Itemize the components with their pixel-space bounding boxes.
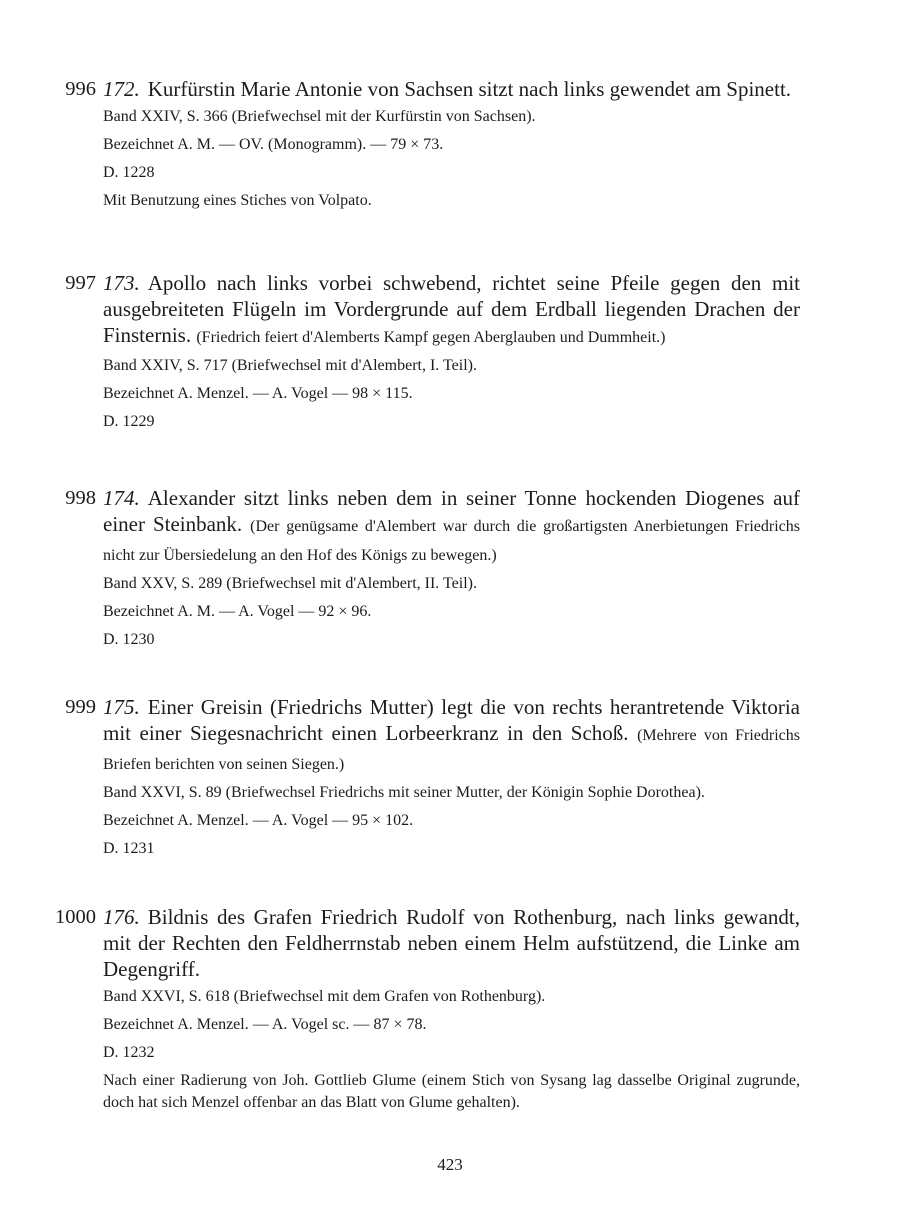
catalog-number: 172. [103,77,140,101]
entry-reference: D. 1230 [103,631,155,648]
entry-title: Alexander sitzt links neben dem in seiner Tonne hockenden Diogenes auf einer Steinbank. [103,486,800,536]
entry-remark: Nach einer Radierung von Joh. Gottlieb Glume (einem Stich von Sysang lag dasselbe Original zugrunde, doch hat sich Menzel offenbar an das Blatt von Glume gehalten). [103,1072,800,1111]
entry-body [103,485,800,651]
entry-number: 998 [65,487,96,509]
catalog-number: 174. [103,486,140,510]
entry-title: Einer Greisin (Friedrichs Mutter) legt die von rechts herantretende Viktoria mit einer Siegesnachricht einen Lorbeerkranz in den Schoß. [103,695,800,745]
page-number: 423 [437,1155,463,1174]
entry-source: Band XXVI, S. 89 (Briefwechsel Friedrichs mit seiner Mutter, der Königin Sophie Dorothea). [103,784,705,801]
entry-source: Band XXIV, S. 717 (Briefwechsel mit d'Alembert, I. Teil). [103,357,477,374]
entry-title: Apollo nach links vorbei schwebend, richtet seine Pfeile gegen den mit ausgebreiteten Flügeln im Vordergrunde auf dem Erdball liegenden Drachen der Finsternis. [103,271,800,347]
entry-body [103,270,800,433]
entry-reference: D. 1231 [103,840,155,857]
entry-signature: Bezeichnet A. Menzel. — A. Vogel — 98 × 115. [103,385,413,402]
entry-heading [103,76,800,102]
entry-body [103,76,800,212]
entry-signature: Bezeichnet A. M. — OV. (Monogramm). — 79 × 73. [103,136,444,153]
entry-source: Band XXVI, S. 618 (Briefwechsel mit dem Grafen von Rothenburg). [103,988,546,1005]
entry-remark: Mit Benutzung eines Stiches von Volpato. [103,192,372,209]
entry-source: Band XXIV, S. 366 (Briefwechsel mit der Kurfürstin von Sachsen). [103,108,536,125]
entry-title: Kurfürstin Marie Antonie von Sachsen sitzt nach links gewendet am Spinett. [147,77,792,101]
entry-number: 997 [65,272,96,294]
entry-reference: D. 1232 [103,1044,155,1061]
entry-note: (Der genügsame d'Alembert war durch die großartigsten Anerbietungen Friedrichs nicht zur Übersiedelung an den Hof des Königs zu bewegen.) [103,518,801,564]
entry-reference: D. 1228 [103,164,155,181]
entry-heading [103,904,800,982]
entry-heading [103,485,800,569]
entry-title: Bildnis des Grafen Friedrich Rudolf von Rothenburg, nach links gewandt, mit der Rechten den Feldherrnstab neben einem Helm aufstützend, die Linke am Degengriff. [103,905,800,981]
entry-number: 1000 [55,906,96,928]
entry-heading [103,270,800,351]
entry-note: (Friedrich feiert d'Alemberts Kampf gegen Aberglauben und Dummheit.) [196,329,666,346]
entry-signature: Bezeichnet A. Menzel. — A. Vogel sc. — 87 × 78. [103,1016,427,1033]
entry-reference: D. 1229 [103,413,155,430]
entry-body [103,904,800,1114]
entry-note: (Mehrere von Friedrichs Briefen berichten von seinen Siegen.) [103,727,801,773]
catalog-number: 173. [103,271,140,295]
entry-body [103,694,800,860]
catalog-number: 176. [103,905,140,929]
entry-heading [103,694,800,778]
entry-source: Band XXV, S. 289 (Briefwechsel mit d'Alembert, II. Teil). [103,575,477,592]
entry-signature: Bezeichnet A. M. — A. Vogel — 92 × 96. [103,603,372,620]
entry-signature: Bezeichnet A. Menzel. — A. Vogel — 95 × 102. [103,812,414,829]
entry-number: 996 [65,78,96,100]
entry-number: 999 [65,696,96,718]
catalog-number: 175. [103,695,140,719]
